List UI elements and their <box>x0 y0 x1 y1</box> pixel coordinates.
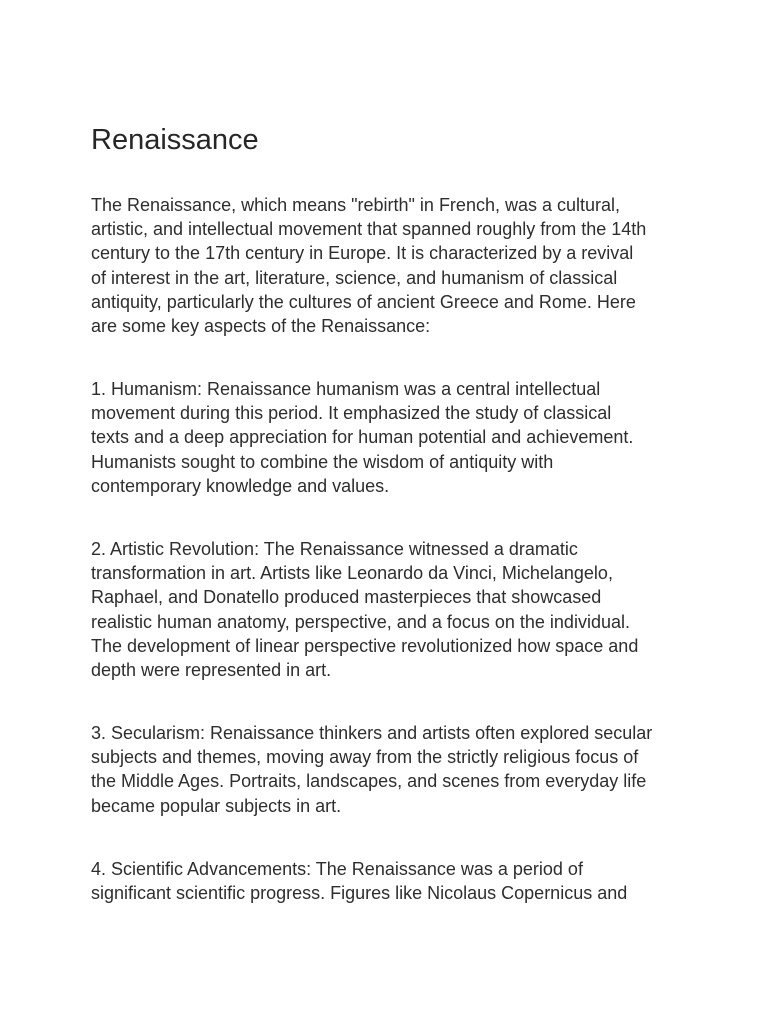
artistic-revolution-paragraph: 2. Artistic Revolution: The Renaissance witnessed a dramatic transformation in art. Artists like Leonardo da Vinci, Michelangelo, Raphael, and Donatello produced masterpieces that showcased realistic human anatomy, perspective, and a focus on the individual. The development of linear perspective revolutionized how space and depth were represented in art. <box>91 539 639 681</box>
humanism-paragraph: 1. Humanism: Renaissance humanism was a central intellectual movement during this period. It emphasized the study of classical texts and a deep appreciation for human potential and achievement. Humanists sought to combine the wisdom of antiquity with contemporary knowledge and values. <box>91 379 634 496</box>
secularism-paragraph: 3. Secularism: Renaissance thinkers and artists often explored secular subjects and themes, moving away from the strictly religious focus of the Middle Ages. Portraits, landscapes, and scenes from everyday life became popular subjects in art. <box>91 723 653 816</box>
scientific-advancements-paragraph: 4. Scientific Advancements: The Renaissance was a period of significant scientific progress. Figures like Nicolaus Copernicus and <box>91 859 628 904</box>
document-title: Renaissance <box>91 124 259 156</box>
intro-paragraph: The Renaissance, which means "rebirth" in French, was a cultural, artistic, and intellectual movement that spanned roughly from the 14th century to the 17th century in Europe. It is characterized by a revival of interest in the art, literature, science, and humanism of classical antiquity, particularly the cultures of ancient Greece and Rome. Here are some key aspects of the Renaissance: <box>91 195 647 337</box>
